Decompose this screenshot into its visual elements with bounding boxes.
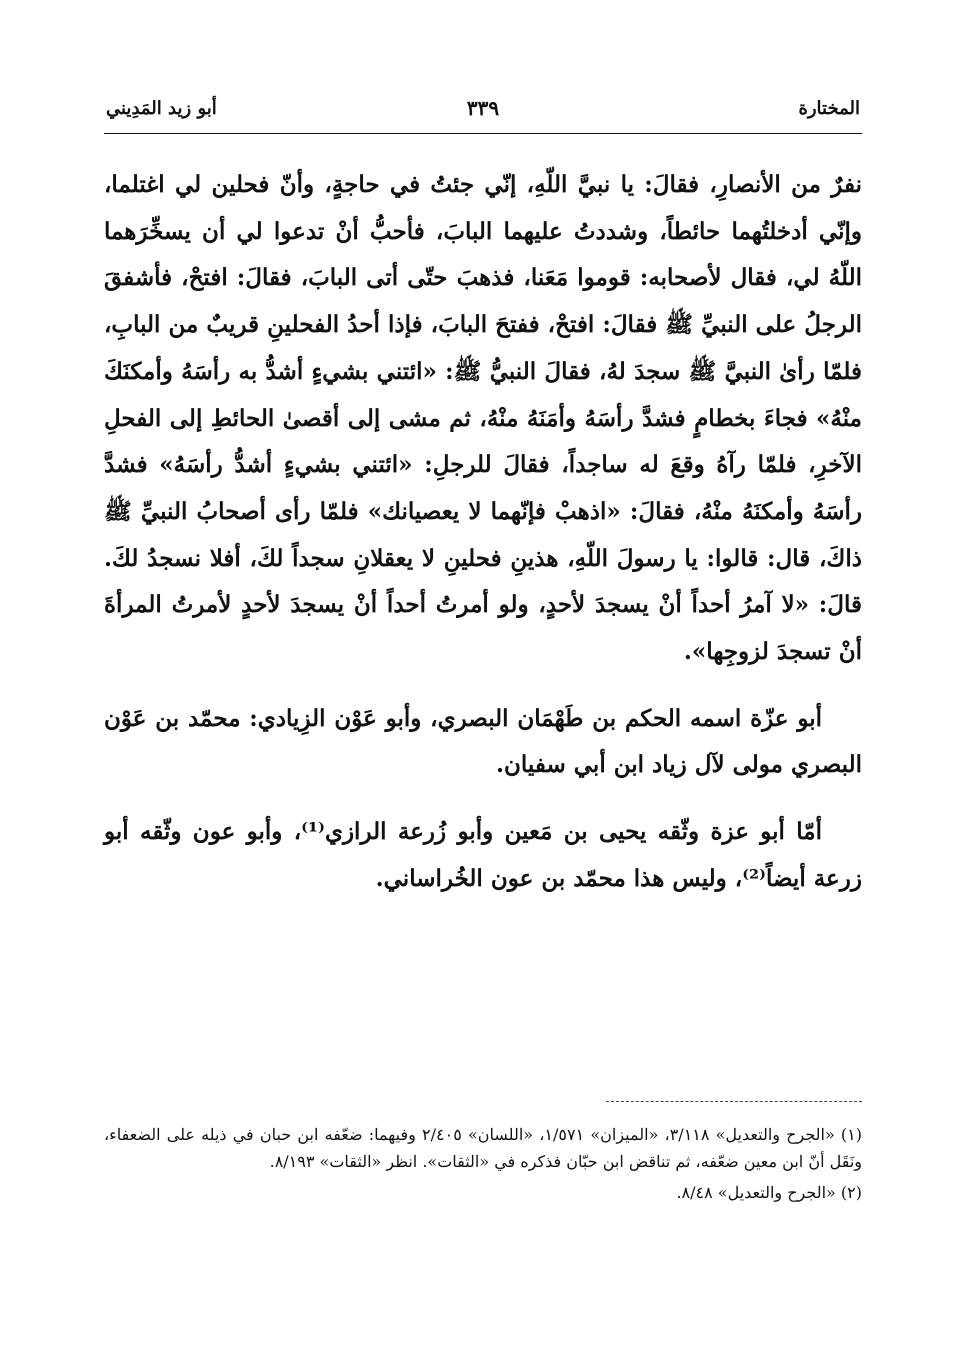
main-text [104, 162, 862, 903]
section-title: أبو زيد المَدِيني [106, 98, 217, 119]
paragraph-2: أبو عزّة اسمه الحكم بن طَهْمَان البصري، وأبو عَوْن الزِيادي: محمّد بن عَوْن البصري مولى لآل زياد ابن أبي سفيان. [104, 704, 862, 779]
footnote-divider [606, 1101, 862, 1102]
footnotes [104, 1121, 862, 1206]
paragraph-3: أمّا أبو عزة وثّقه يحيى بن مَعين وأبو زُرعة الرازي⁽¹⁾، وأبو عون وثّقه أبو زرعة أيضاً⁽²⁾، وليس هذا محمّد بن عون الخُراساني. [104, 818, 862, 892]
footnote-1: (١) «الجرح والتعديل» ٣/١١٨، «الميزان» ١/٥٧١، «اللسان» ٢/٤٠٥ وفيهما: ضعّفه ابن حبان في ذيله على الضعفاء، ونَقَل أنّ ابن معين ضعّفه، ثم تناقض ابن حبّان فذكره في «الثقات». انظر «الثقات» ٨/١٩٣. [104, 1125, 863, 1171]
header-divider [104, 133, 862, 134]
paragraph-1: نفرٌ من الأنصارِ، فقالَ: يا نبيَّ اللّهِ، إنّي جئتُ في حاجةٍ، وأنّ فحلين لي اغتلما، وإنّي أدخلتُهما حائطاً، وشددتُ عليهما البابَ، فأحبُّ أنْ تدعوا لي أن يسخِّرَهما اللّهُ لي، فقال لأصحابه: قوموا مَعَنا، فذهبَ حتّى أتى البابَ، فقالَ: افتحْ، فأشفقَ الرجلُ على النبيِّ ﷺ فقالَ: افتحْ، ففتحَ البابَ، فإذا أحدُ الفحلينِ قريبٌ من البابِ، فلمّا رأىٰ النبيَّ ﷺ سجدَ لهُ، فقالَ النبيُّ ﷺ: «ائتني بشيءٍ أشدُّ به رأسَهُ وأمكنَكَ منْهُ» فجاءَ بخطامٍ فشدَّ رأسَهُ وأمَنَهُ منْهُ، ثم مشى إلى أقصىٰ الحائطِ إلى الفحلِ الآخرِ، فلمّا رآهُ وقعَ له ساجداً، فقالَ للرجلِ: «ائتني بشيءٍ أشدُّ رأسَهُ» فشدَّ رأسَهُ وأمكنَهُ منْهُ، فقالَ: «اذهبْ فإنّهما لا يعصيانك» فلمّا رأى أصحابُ النبيِّ ﷺ ذاكَ، قال: قالوا: يا رسولَ اللّهِ، هذينِ فحلينِ لا يعقلانِ سجداً لكَ، أفلا نسجدُ لكَ. قالَ: «لا آمرُ أحداً أنْ يسجدَ لأحدٍ، ولو أمرتُ أحداً أنْ يسجدَ لأحدٍ لأمرتُ المرأةَ أنْ تسجدَ لزوجِها». [104, 171, 862, 666]
page-number: ٣٣٩ [466, 96, 500, 120]
book-title: المختارة [798, 98, 860, 119]
running-header [106, 92, 860, 128]
footnote-2: (٢) «الجرح والتعديل» ٨/٤٨. [676, 1183, 862, 1202]
